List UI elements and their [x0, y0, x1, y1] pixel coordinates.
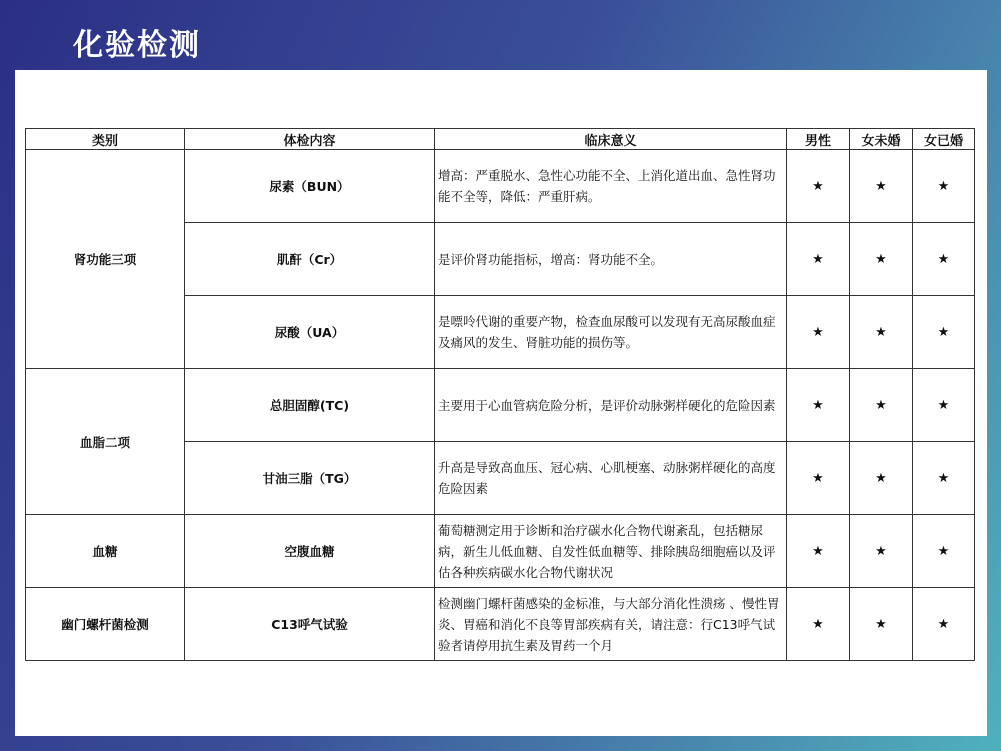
married-female-star: ★	[913, 515, 975, 588]
male-star: ★	[787, 369, 850, 442]
item-cell: 总胆固醇(TC)	[185, 369, 435, 442]
item-cell: C13呼气试验	[185, 588, 435, 661]
meaning-cell: 葡萄糖测定用于诊断和治疗碳水化合物代谢紊乱，包括糖尿病，新生儿低血糖、自发性低血糖等、排除胰岛细胞癌以及评估各种疾病碳水化合物代谢状况	[435, 515, 787, 588]
table-row	[26, 150, 975, 223]
meaning-cell: 是评价肾功能指标，增高：肾功能不全。	[435, 223, 787, 296]
table-row	[26, 369, 975, 442]
married-female-star: ★	[913, 296, 975, 369]
married-female-star: ★	[913, 223, 975, 296]
male-star: ★	[787, 223, 850, 296]
unmarried-female-star: ★	[850, 442, 913, 515]
header-male: 男性	[787, 129, 850, 150]
header-item: 体检内容	[185, 129, 435, 150]
table-row	[26, 588, 975, 661]
page-title: 化验检测	[73, 28, 201, 63]
content-panel	[15, 70, 987, 736]
header-meaning: 临床意义	[435, 129, 787, 150]
meaning-cell: 主要用于心血管病危险分析，是评价动脉粥样硬化的危险因素	[435, 369, 787, 442]
checkup-table	[25, 128, 975, 661]
meaning-cell: 增高：严重脱水、急性心功能不全、上消化道出血、急性肾功能不全等，降低：严重肝病。	[435, 150, 787, 223]
unmarried-female-star: ★	[850, 223, 913, 296]
item-cell: 尿素（BUN）	[185, 150, 435, 223]
meaning-cell: 检测幽门螺杆菌感染的金标准，与大部分消化性溃疡 、慢性胃炎、胃癌和消化不良等胃部疾病有关，请注意：行C13呼气试验者请停用抗生素及胃药一个月	[435, 588, 787, 661]
table-row	[26, 515, 975, 588]
male-star: ★	[787, 588, 850, 661]
male-star: ★	[787, 442, 850, 515]
unmarried-female-star: ★	[850, 369, 913, 442]
item-cell: 肌酐（Cr）	[185, 223, 435, 296]
male-star: ★	[787, 515, 850, 588]
category-cell: 幽门螺杆菌检测	[26, 588, 185, 661]
married-female-star: ★	[913, 442, 975, 515]
header-married-female: 女已婚	[913, 129, 975, 150]
header-unmarried-female: 女未婚	[850, 129, 913, 150]
category-cell: 肾功能三项	[26, 150, 185, 369]
unmarried-female-star: ★	[850, 296, 913, 369]
item-cell: 尿酸（UA）	[185, 296, 435, 369]
unmarried-female-star: ★	[850, 588, 913, 661]
male-star: ★	[787, 296, 850, 369]
category-cell: 血脂二项	[26, 369, 185, 515]
item-cell: 空腹血糖	[185, 515, 435, 588]
unmarried-female-star: ★	[850, 150, 913, 223]
meaning-cell: 升高是导致高血压、冠心病、心肌梗塞、动脉粥样硬化的高度危险因素	[435, 442, 787, 515]
header-category: 类别	[26, 129, 185, 150]
married-female-star: ★	[913, 588, 975, 661]
meaning-cell: 是嘌呤代谢的重要产物，检查血尿酸可以发现有无高尿酸血症及痛风的发生、肾脏功能的损伤等。	[435, 296, 787, 369]
unmarried-female-star: ★	[850, 515, 913, 588]
married-female-star: ★	[913, 150, 975, 223]
category-cell: 血糖	[26, 515, 185, 588]
male-star: ★	[787, 150, 850, 223]
item-cell: 甘油三脂（TG）	[185, 442, 435, 515]
table-header-row	[26, 129, 975, 150]
married-female-star: ★	[913, 369, 975, 442]
